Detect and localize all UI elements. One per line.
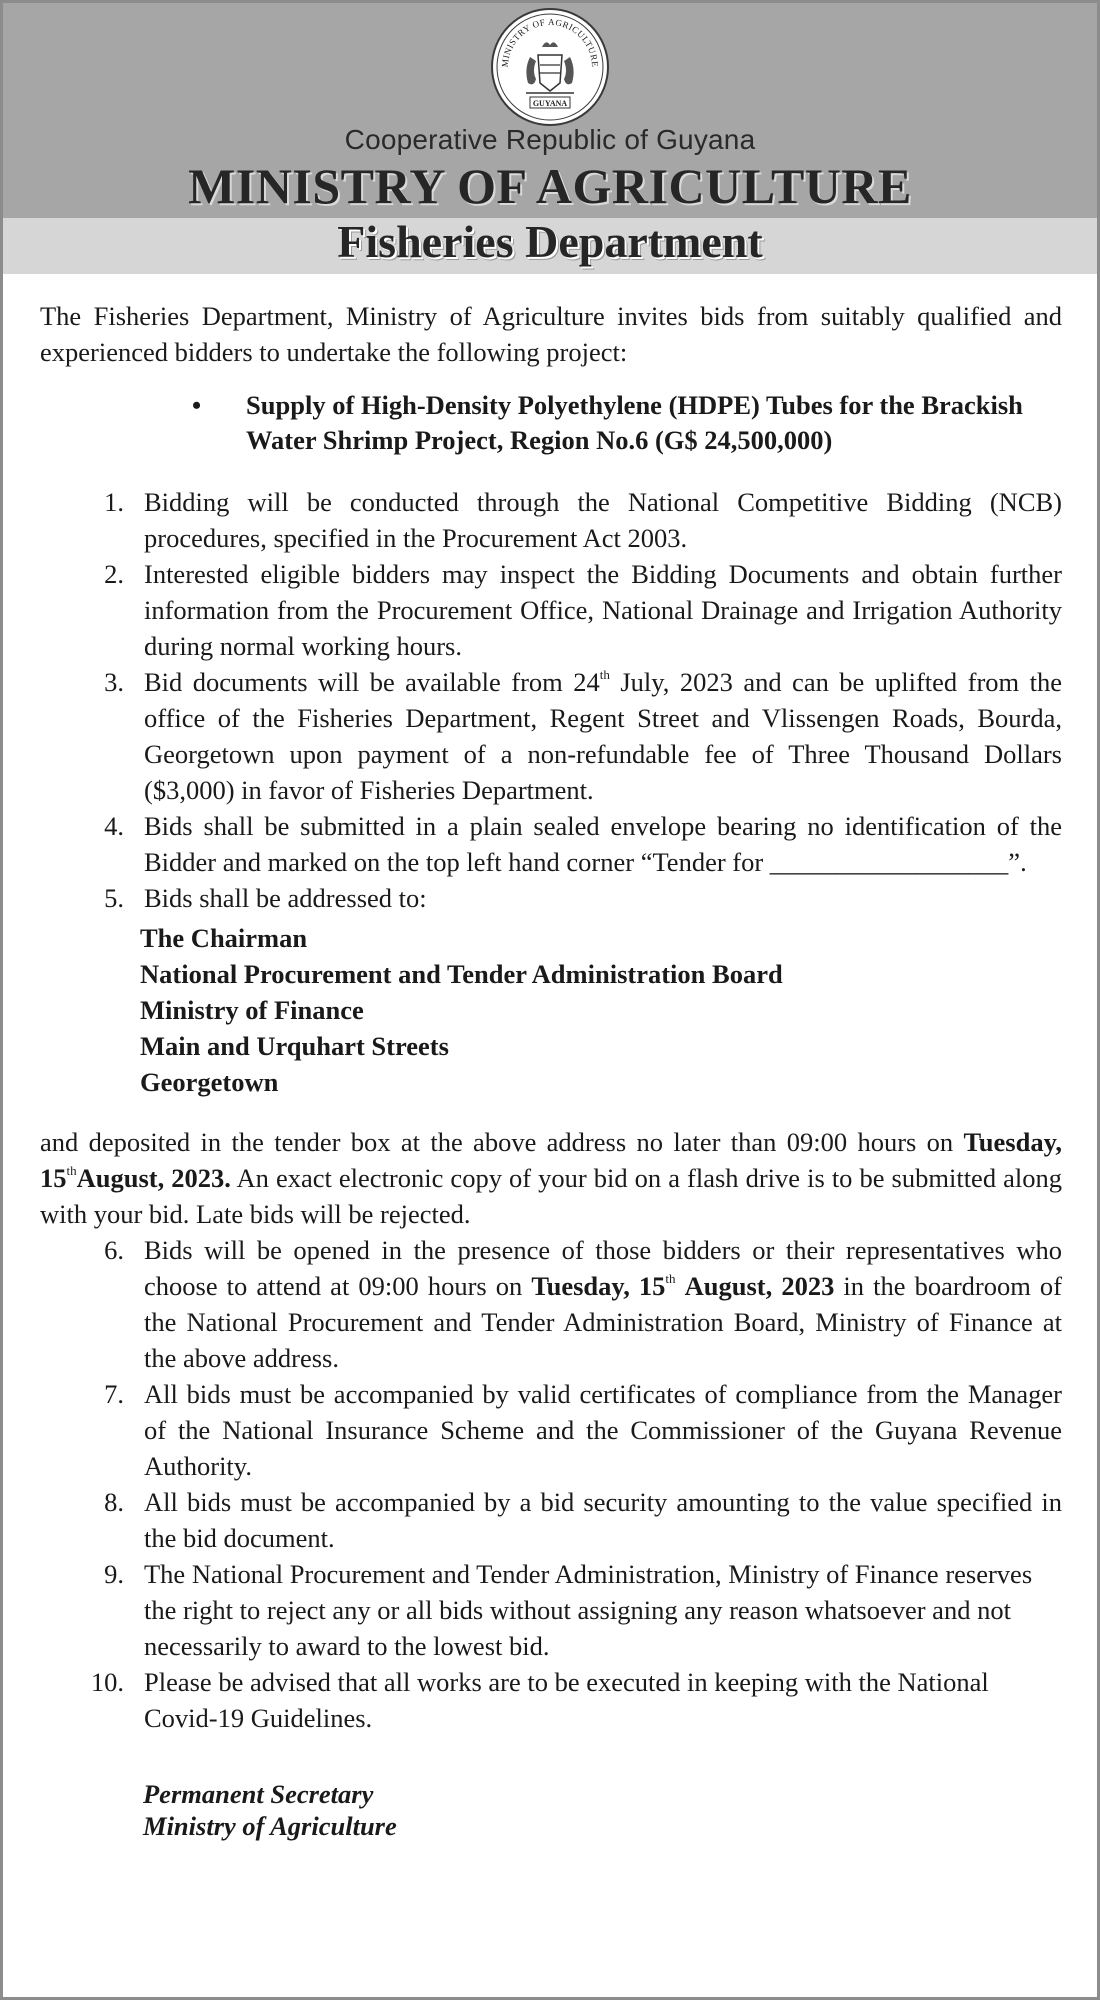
item-number: 5.	[104, 883, 124, 913]
opening-date: Tuesday, 15	[531, 1271, 666, 1301]
item-text: Bidding will be conducted through the National Competitive Bidding (NCB) procedures, specified in the Procurement Act 2003.	[144, 487, 1062, 553]
item-number: 10.	[90, 1667, 124, 1697]
address-line: Main and Urquhart Streets	[140, 1031, 449, 1061]
item-text: All bids must be accompanied by valid certificates of compliance from the Manager of the National Insurance Scheme and the Commissioner of the Guyana Revenue Authority.	[144, 1379, 1062, 1481]
item-text-part: July, 2023 and can be uplifted from the office of the Fisheries Department, Regent Street and Vlissengen Roads, Bourda, Georgetown upon payment of a non-refundable fee of Three Thousand Dollars ($3,000) in favor of Fisheries Department.	[144, 667, 1062, 805]
address-line: The Chairman	[140, 923, 308, 953]
deposit-text: and deposited in the tender box at the above address no later than 09:00 hours on	[40, 1127, 964, 1157]
item-text-part: Bids will be opened in the presence of those bidders or their representatives who choose to attend at 09:00 hours on	[144, 1235, 1062, 1301]
item-text: Please be advised that all works are to be executed in keeping with the National Covid-19 Guidelines.	[144, 1667, 989, 1733]
ordinal-suffix: th	[665, 1271, 676, 1286]
deposit-date: Tuesday, 15	[40, 1127, 1062, 1193]
item-number: 8.	[104, 1487, 124, 1517]
address-line: Georgetown	[140, 1067, 279, 1097]
ordinal-suffix: th	[599, 667, 610, 682]
item-number: 3.	[104, 667, 124, 697]
address-line: National Procurement and Tender Administration Board	[140, 959, 783, 989]
item-number: 4.	[104, 811, 124, 841]
project-title: Supply of High-Density Polyethylene (HDPE) Tubes for the Brackish Water Shrimp Project, Region No.6 (G$ 24,500,000)	[246, 390, 1023, 455]
republic-heading: Cooperative Republic of Guyana	[344, 124, 756, 155]
item-number: 1.	[104, 487, 124, 517]
item-text-part: Bid documents will be available from 24	[144, 667, 600, 697]
ministry-heading: MINISTRY OF AGRICULTURE	[188, 158, 912, 214]
signature-office: Ministry of Agriculture	[143, 1811, 397, 1841]
item-number: 9.	[104, 1559, 124, 1589]
item-text-part: in the boardroom of the National Procurement and Tender Administration Board, Ministry of Finance at the above address.	[144, 1271, 1062, 1373]
item-number: 7.	[104, 1379, 124, 1409]
deposit-date: August, 2023.	[76, 1163, 231, 1193]
seal-country-text: GUYANA	[532, 99, 568, 108]
item-text: All bids must be accompanied by a bid security amounting to the value specified in the bid document.	[144, 1487, 1062, 1553]
signature-title: Permanent Secretary	[143, 1779, 374, 1809]
intro-paragraph: The Fisheries Department, Ministry of Agriculture invites bids from suitably qualified and experienced bidders to undertake the following project:	[40, 301, 1062, 367]
seal-ministry-text: MINISTRY OF AGRICULTURE	[499, 16, 601, 68]
deposit-text: An exact electronic copy of your bid on a flash drive is to be submitted along with your bid. Late bids will be rejected.	[40, 1163, 1062, 1229]
bullet-icon: •	[192, 391, 202, 420]
item-number: 6.	[104, 1235, 124, 1265]
address-line: Ministry of Finance	[140, 995, 364, 1025]
opening-date: August, 2023	[684, 1271, 835, 1301]
item-text: Bids shall be submitted in a plain sealed envelope bearing no identification of the Bidder and marked on the top left hand corner “Tender for __________________”.	[144, 811, 1062, 877]
item-text: Bids shall be addressed to:	[144, 883, 427, 913]
item-text: Interested eligible bidders may inspect the Bidding Documents and obtain further information from the Procurement Office, National Drainage and Irrigation Authority during normal working hours.	[144, 559, 1062, 661]
item-text: The National Procurement and Tender Administration, Ministry of Finance reserves the right to reject any or all bids without assigning any reason whatsoever and not necessarily to award to the lowest bid.	[144, 1559, 1033, 1661]
ordinal-suffix: th	[66, 1163, 77, 1178]
department-heading: Fisheries Department	[337, 216, 763, 267]
item-number: 2.	[104, 559, 124, 589]
